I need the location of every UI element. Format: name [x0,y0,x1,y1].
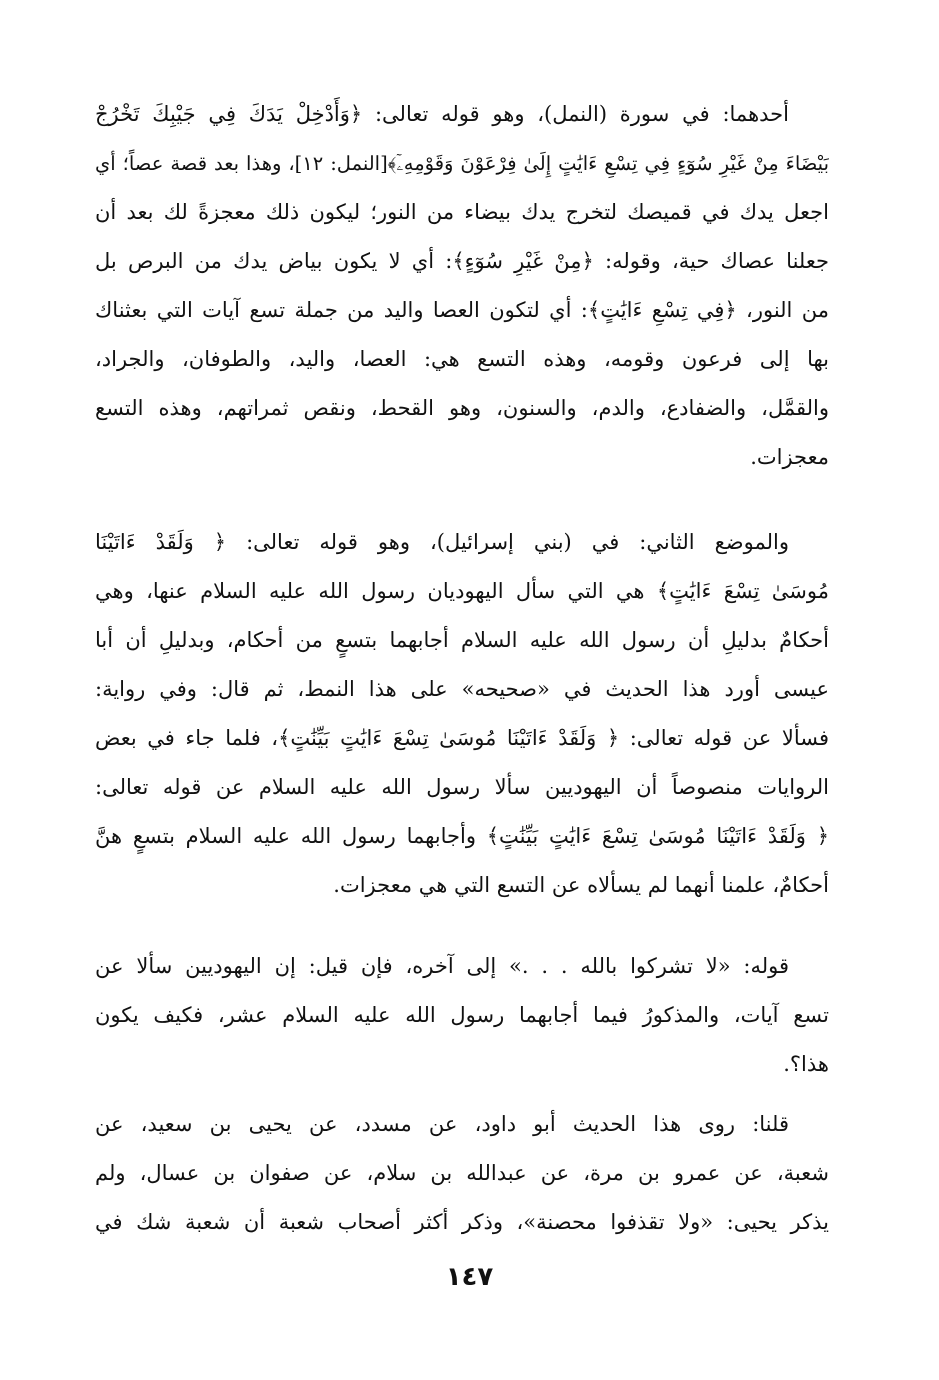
text-line: ﴿ وَلَقَدْ ءَاتَيْنَا مُوسَىٰ تِسْعَ ءَايَٰتٍ بَيِّنَٰتٍ﴾ وأجابهما رسول الله عليه السلام بتسعٍ هنَّ [95,824,829,848]
text-line: الروايات منصوصاً أن اليهوديين سألا رسول الله عليه السلام عن قوله تعالى: [95,775,829,799]
text-line: فسألا عن قوله تعالى: ﴿ وَلَقَدْ ءَاتَيْنَا مُوسَىٰ تِسْعَ ءَايَٰتٍ بَيِّنَٰتٍ﴾، فلما جاء في بعض [95,726,829,750]
paragraph-2 [95,518,829,910]
text-line: يذكر يحيى: «ولا تقذفوا محصنة»، وذكر أكثر أصحاب شعبة أن شعبة شك في [95,1210,829,1234]
paragraph-3 [95,942,829,1089]
text-line: بها إلى فرعون وقومه، وهذه التسع هي: العصا، واليد، والطوفان، والجراد، [95,347,829,371]
text-line: تسع آيات، والمذكورُ فيما أجابهما رسول الله عليه السلام عشر، فكيف يكون [95,1003,829,1027]
text-line: مُوسَىٰ تِسْعَ ءَايَٰتٍ﴾ هي التي سأل اليهوديان رسول الله عليه السلام عنها، وهي [95,579,829,603]
text-line: معجزات. [750,445,829,469]
text-line: أحكامٌ بدليلِ أن رسول الله عليه السلام أجابهما بتسعٍ من أحكام، وبدليلِ أن أبا [95,628,829,652]
text-line: والقمَّل، والضفادع، والدم، والسنون، وهو القحط، ونقص ثمراتهم، وهذه التسع [95,396,829,420]
text-line: قوله: «لا تشركوا بالله . . .» إلى آخره، فإن قيل: إن اليهوديين سألا عن [95,954,789,978]
text-line: أحدهما: في سورة (النمل)، وهو قوله تعالى: ﴿وَأَدْخِلْ يَدَكَ فِي جَيْبِكَ تَخْرُجْ [95,102,789,126]
text-line: والموضع الثاني: في (بني إسرائيل)، وهو قوله تعالى: ﴿ وَلَقَدْ ءَاتَيْنَا [95,530,789,554]
text-line: من النور، ﴿فِي تِسْعِ ءَايَٰتٍ﴾: أي لتكون العصا واليد من جملة تسع آيات التي بعثناك [95,298,829,322]
text-line: اجعل يدك في قميصك لتخرج يدك بيضاء من النور؛ ليكون ذلك معجزةً لك بعد أن [95,200,829,224]
text-line: شعبة، عن عمرو بن مرة، عن عبدالله بن سلام، عن صفوان بن عسال، ولم [95,1161,829,1185]
text-line: أحكامٌ، علمنا أنهما لم يسألاه عن التسع التي هي معجزات. [333,873,829,897]
paragraph-1 [95,90,829,482]
page-number: ١٤٧ [445,1262,494,1292]
paragraph-4 [95,1100,829,1247]
text-line: قلنا: روى هذا الحديث أبو داود، عن مسدد، عن يحيى بن سعيد، عن [95,1112,789,1136]
text-line: بَيْضَاءَ مِنْ غَيْرِ سُوٓءٍ فِي تِسْعِ ءَايَٰتٍ إِلَىٰ فِرْعَوْنَ وَقَوْمِهِۦٓ﴾[النمل: ١٢]، وهذا بعد قصة عصاً؛ أي [95,152,829,175]
text-line: جعلنا عصاك حية، وقوله: ﴿مِنْ غَيْرِ سُوٓءٍ﴾: أي لا يكون بياض يدك من البرص بل [95,249,829,273]
text-line: هذا؟. [783,1052,829,1076]
text-line: عيسى أورد هذا الحديث في «صحيحه» على هذا النمط، ثم قال: وفي رواية: [95,677,829,701]
